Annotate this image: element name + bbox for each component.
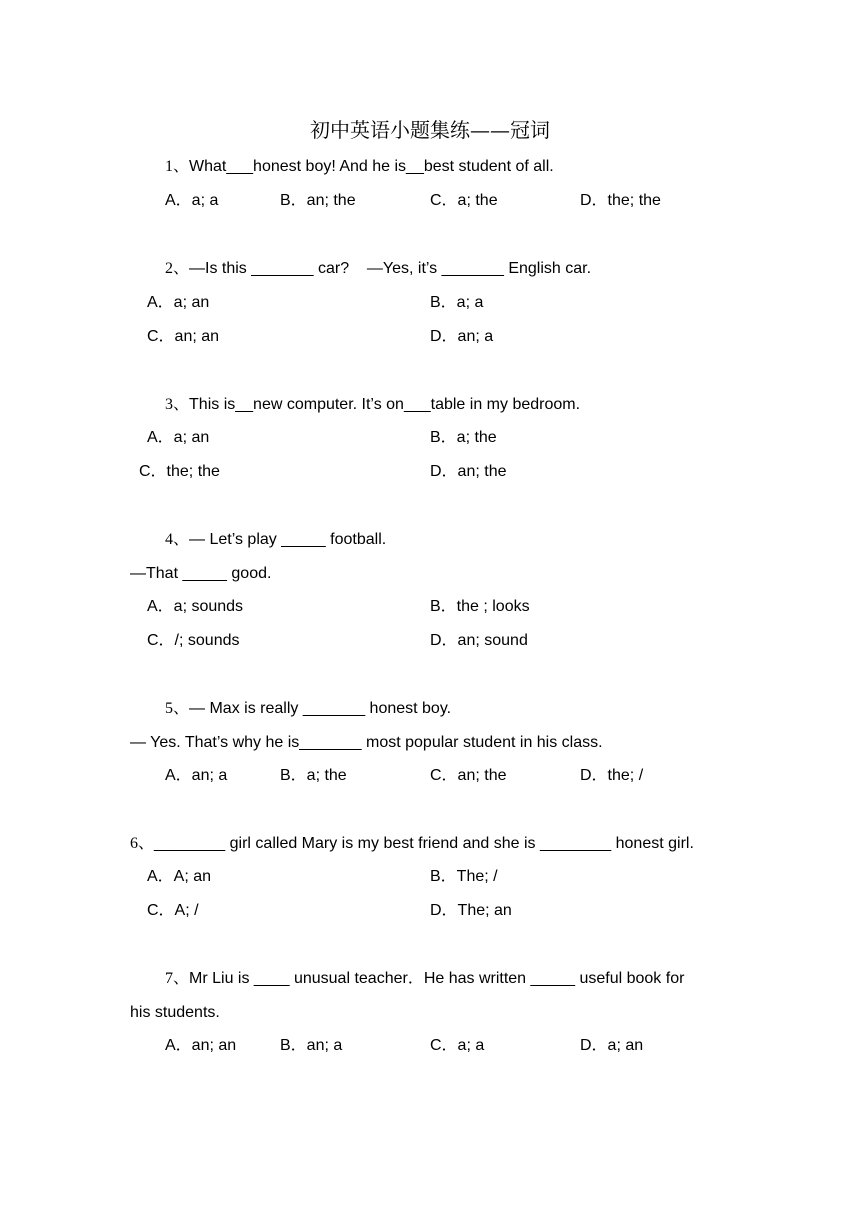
question-6-option-b: B．The; / bbox=[430, 868, 498, 885]
question-text: What___honest boy! And he is__best student of all. bbox=[189, 158, 554, 175]
question-3-option-c: C．the; the bbox=[139, 463, 220, 480]
question-number: 1、 bbox=[165, 158, 190, 175]
question-7-stem-line-2: his students. bbox=[130, 1004, 220, 1021]
question-number: 7、 bbox=[165, 970, 190, 987]
question-4-option-c: C．/; sounds bbox=[147, 632, 240, 649]
question-text: Mr Liu is ____ unusual teacher．He has written _____ useful book for bbox=[189, 970, 685, 987]
question-5-option-a: A．an; a bbox=[165, 767, 228, 784]
question-6-option-d: D．The; an bbox=[430, 902, 512, 919]
question-7-option-b: B．an; a bbox=[280, 1037, 343, 1054]
question-4-stem-line-2: —That _____ good. bbox=[130, 565, 272, 582]
question-2-stem bbox=[165, 259, 591, 279]
question-6-option-a: A．A; an bbox=[147, 868, 212, 885]
question-4-option-d: D．an; sound bbox=[430, 632, 528, 649]
question-1-option-d: D．the; the bbox=[580, 192, 661, 209]
question-1-option-a: A．a; a bbox=[165, 192, 219, 209]
question-2-option-a: A．a; an bbox=[147, 294, 210, 311]
question-4-stem bbox=[165, 530, 386, 550]
question-text: This is__new computer. It’s on___table in my bedroom. bbox=[189, 396, 581, 413]
question-1-option-c: C．a; the bbox=[430, 192, 498, 209]
question-4-option-b: B．the ; looks bbox=[430, 598, 530, 615]
question-5-option-d: D．the; / bbox=[580, 767, 644, 784]
question-5-option-c: C．an; the bbox=[430, 767, 507, 784]
question-text: — Max is really _______ honest boy. bbox=[189, 700, 452, 717]
question-6-option-c: C．A; / bbox=[147, 902, 199, 919]
question-1-stem bbox=[165, 157, 554, 177]
question-text: — Let’s play _____ football. bbox=[189, 531, 387, 548]
question-2-option-b: B．a; a bbox=[430, 294, 484, 311]
question-number: 6、 bbox=[130, 835, 155, 852]
page-title: 初中英语小题集练——冠词 bbox=[310, 118, 550, 142]
question-5-stem bbox=[165, 699, 451, 719]
question-7-stem bbox=[165, 969, 684, 989]
question-3-option-d: D．an; the bbox=[430, 463, 507, 480]
question-text: ________ girl called Mary is my best friend and she is ________ honest girl. bbox=[154, 835, 694, 852]
question-3-stem bbox=[165, 395, 580, 415]
question-5-option-b: B．a; the bbox=[280, 767, 347, 784]
question-6-stem bbox=[130, 834, 694, 854]
question-number: 5、 bbox=[165, 700, 190, 717]
question-3-option-b: B．a; the bbox=[430, 429, 497, 446]
question-1-option-b: B．an; the bbox=[280, 192, 356, 209]
question-number: 2、 bbox=[165, 260, 190, 277]
question-text: —Is this _______ car? —Yes, it’s _______ English car. bbox=[189, 260, 592, 277]
question-2-option-c: C．an; an bbox=[147, 328, 220, 345]
question-7-option-a: A．an; an bbox=[165, 1037, 237, 1054]
question-number: 3、 bbox=[165, 396, 190, 413]
question-3-option-a: A．a; an bbox=[147, 429, 210, 446]
question-2-option-d: D．an; a bbox=[430, 328, 494, 345]
question-number: 4、 bbox=[165, 531, 190, 548]
question-7-option-d: D．a; an bbox=[580, 1037, 644, 1054]
question-5-stem-line-2: — Yes. That’s why he is_______ most popular student in his class. bbox=[130, 734, 603, 751]
question-7-option-c: C．a; a bbox=[430, 1037, 485, 1054]
question-4-option-a: A．a; sounds bbox=[147, 598, 244, 615]
